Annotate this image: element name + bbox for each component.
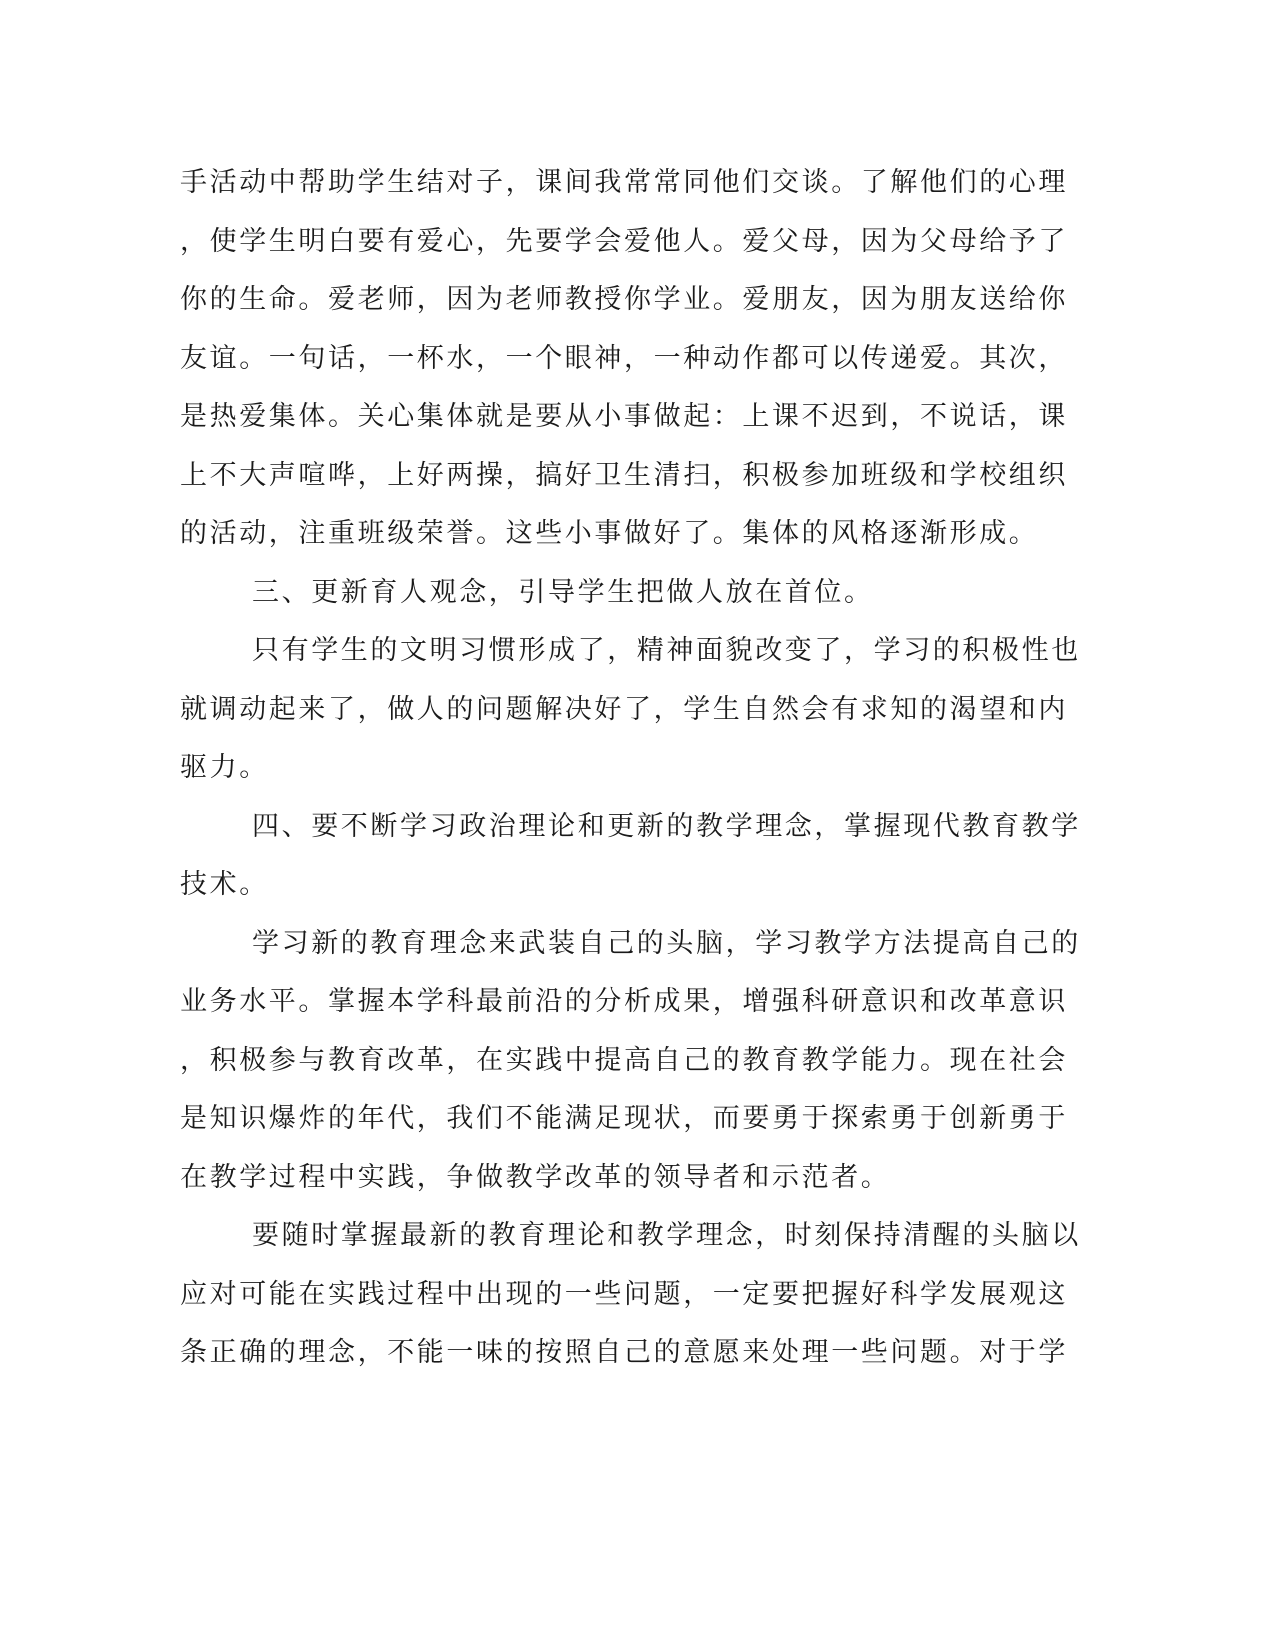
body-text — [180, 154, 1081, 1383]
text-line: 是知识爆炸的年代，我们不能满足现状，而要勇于探索勇于创新勇于 — [180, 1103, 1068, 1134]
text-line: 要随时掌握最新的教育理论和教学理念，时刻保持清醒的头脑以 — [252, 1220, 1081, 1251]
text-line: 友谊。一句话，一杯水，一个眼神，一种动作都可以传递爱。其次， — [180, 342, 1068, 374]
text-line: 在教学过程中实践，争做教学改革的领导者和示范者。 — [180, 1161, 891, 1193]
text-line: 驱力。 — [180, 752, 269, 783]
text-line: 技术。 — [180, 869, 269, 900]
text-line: 学习新的教育理念来武装自己的头脑，学习教学方法提高自己的 — [252, 927, 1081, 959]
text-line: 条正确的理念，不能一味的按照自己的意愿来处理一些问题。对于学 — [180, 1337, 1068, 1368]
text-line: 业务水平。掌握本学科最前沿的分析成果，增强科研意识和改革意识 — [180, 986, 1068, 1017]
text-line: 三、更新育人观念，引导学生把做人放在首位。 — [252, 576, 874, 608]
text-line: 上不大声喧哗，上好两操，搞好卫生清扫，积极参加班级和学校组织 — [180, 459, 1068, 491]
text-line: 你的生命。爱老师，因为老师教授你学业。爱朋友，因为朋友送给你 — [180, 284, 1068, 315]
text-line: 就调动起来了，做人的问题解决好了，学生自然会有求知的渴望和内 — [180, 693, 1068, 725]
text-line: 四、要不断学习政治理论和更新的教学理念，掌握现代教育教学 — [252, 810, 1081, 842]
text-line: ，使学生明白要有爱心，先要学会爱他人。爱父母，因为父母给予了 — [180, 225, 1068, 257]
text-line: 的活动，注重班级荣誉。这些小事做好了。集体的风格逐渐形成。 — [180, 518, 1039, 549]
text-line: 手活动中帮助学生结对子，课间我常常同他们交谈。了解他们的心理 — [180, 167, 1068, 198]
text-line: 是热爱集体。关心集体就是要从小事做起：上课不迟到，不说话，课 — [180, 401, 1068, 432]
text-line: 应对可能在实践过程中出现的一些问题，一定要把握好科学发展观这 — [180, 1278, 1068, 1310]
text-line: ，积极参与教育改革，在实践中提高自己的教育教学能力。现在社会 — [180, 1044, 1068, 1076]
text-line: 只有学生的文明习惯形成了，精神面貌改变了，学习的积极性也 — [252, 635, 1081, 666]
